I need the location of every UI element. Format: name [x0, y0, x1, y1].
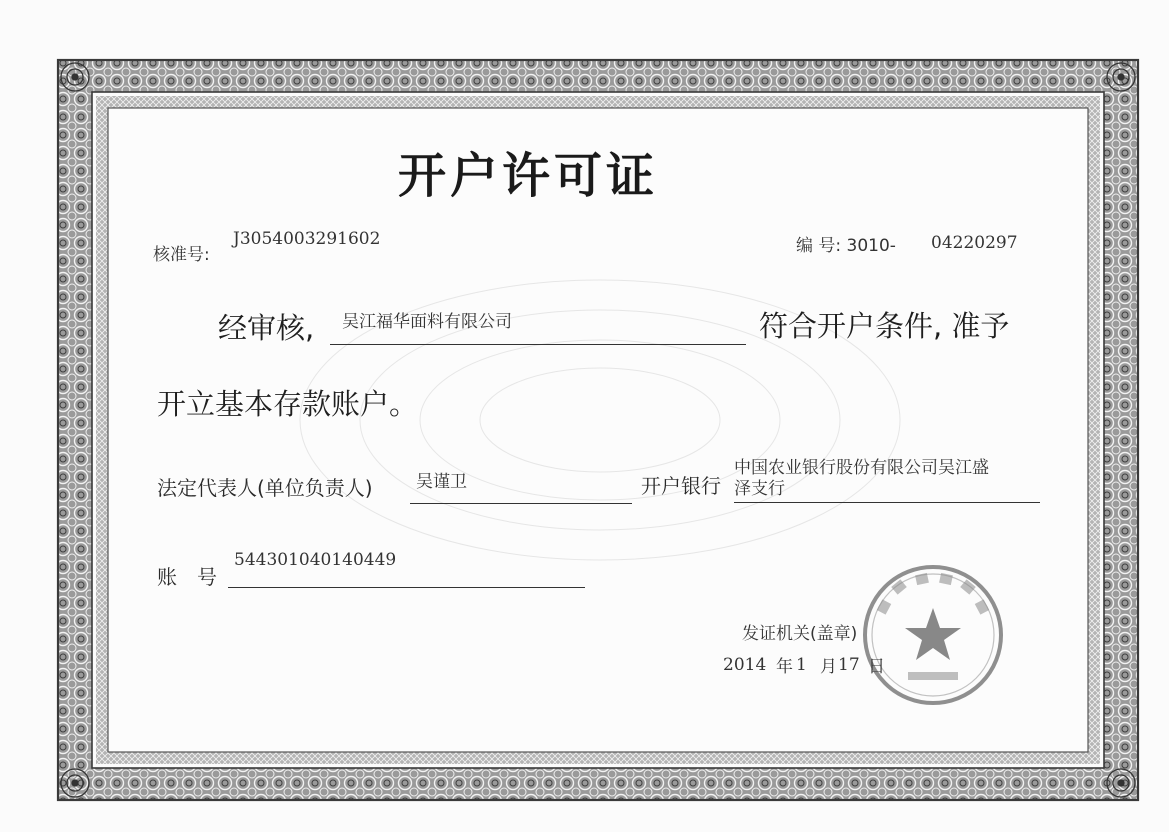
certificate-title: 开户许可证 [398, 148, 659, 204]
company-underline [330, 344, 746, 345]
date-year: 2014 [723, 655, 767, 675]
issuer-label: 发证机关(盖章) [742, 624, 858, 644]
account-label: 账 号 [157, 565, 217, 589]
legal-rep-name: 吴谨卫 [416, 472, 467, 492]
account-underline [228, 587, 585, 588]
bank-label: 开户银行 [641, 474, 721, 498]
text-condition: 符合开户条件, 准予 [759, 309, 1010, 343]
bank-name-line2: 泽支行 [734, 479, 785, 499]
date-month-suffix: 月 [820, 657, 837, 677]
account-number: 544301040140449 [234, 550, 397, 570]
legal-rep-label: 法定代表人(单位负责人) [157, 476, 373, 500]
date-month: 1 [796, 655, 807, 675]
approval-number: J3054003291602 [233, 229, 381, 249]
approval-label: 核准号: [153, 245, 210, 265]
date-day-suffix: 日 [868, 657, 885, 677]
bank-name-line1: 中国农业银行股份有限公司吴江盛 [734, 458, 989, 478]
date-day: 17 [838, 655, 860, 675]
official-seal [858, 560, 1008, 710]
text-intro: 经审核, [218, 311, 315, 345]
bank-underline [734, 502, 1040, 503]
serial-label: 编 号: 3010- [796, 236, 896, 256]
serial-number: 04220297 [931, 233, 1018, 253]
text-account-type: 开立基本存款账户。 [157, 387, 419, 421]
date-year-suffix: 年 [776, 657, 793, 677]
company-name: 吴江福华面料有限公司 [342, 312, 512, 332]
legal-rep-underline [410, 503, 632, 504]
